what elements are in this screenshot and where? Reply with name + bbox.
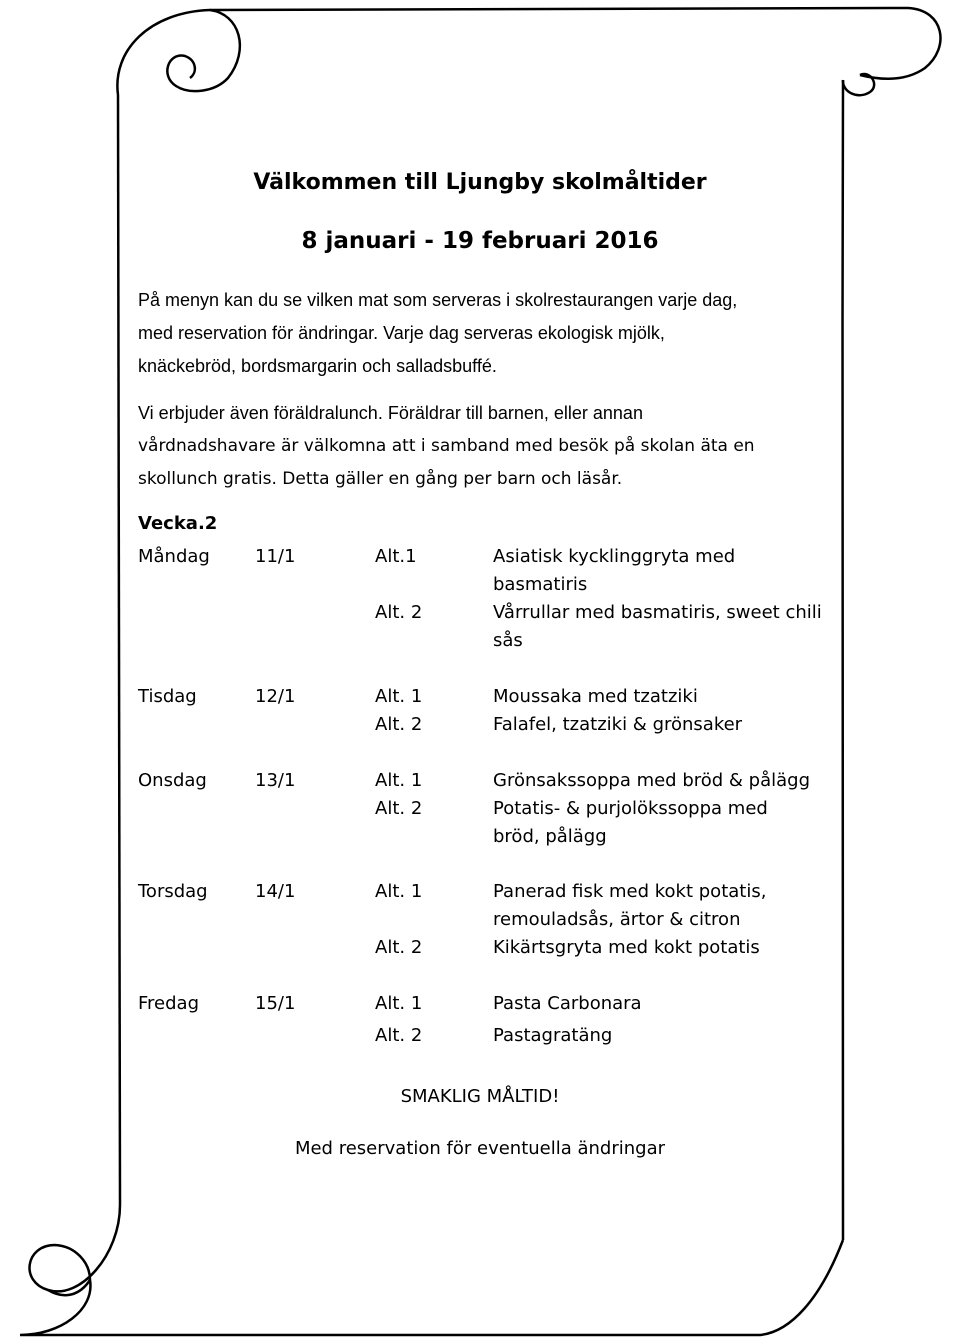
parent-lunch-line: skollunch gratis. Detta gäller en gång per barn och läsår. xyxy=(138,469,623,489)
dish-text: Potatis- & purjolökssoppa med bröd, pålägg xyxy=(493,798,768,847)
day-date: 15/1 xyxy=(255,993,296,1014)
alt-label: Alt. 2 xyxy=(375,714,423,735)
parent-lunch-line: vårdnadshavare är välkomna att i samband med besök på skolan äta en xyxy=(138,436,755,456)
dish-text: Vårrullar med basmatiris, sweet chili sås xyxy=(493,602,822,651)
day-name: Torsdag xyxy=(138,881,208,902)
alt-label: Alt. 1 xyxy=(375,881,423,902)
day-date: 14/1 xyxy=(255,881,296,902)
menu-period: 8 januari - 19 februari 2016 xyxy=(301,228,659,254)
alt-label: Alt. 1 xyxy=(375,993,423,1014)
dish-text: Grönsakssoppa med bröd & pålägg xyxy=(493,770,811,791)
dish-text: Kikärtsgryta med kokt potatis xyxy=(493,937,760,958)
dish-text: Pasta Carbonara xyxy=(493,993,642,1014)
day-date: 11/1 xyxy=(255,546,296,567)
parent-lunch-paragraph xyxy=(138,397,838,496)
intro-line: med reservation för ändringar. Varje dag serveras ekologisk mjölk, xyxy=(138,323,665,343)
dish-text: Asiatisk kycklinggryta med basmatiris xyxy=(493,546,736,595)
disclaimer: Med reservation för eventuella ändringar xyxy=(294,1138,666,1159)
week-label: Vecka.2 xyxy=(138,513,218,534)
dish-text: Falafel, tzatziki & grönsaker xyxy=(493,714,743,735)
page-title: Välkommen till Ljungby skolmåltider xyxy=(253,170,707,195)
day-name: Måndag xyxy=(138,546,210,567)
dish-text: Moussaka med tzatziki xyxy=(493,686,698,707)
day-name: Tisdag xyxy=(138,686,197,707)
day-date: 13/1 xyxy=(255,770,296,791)
dish-text: Pastagratäng xyxy=(493,1025,613,1046)
parent-lunch-line: Vi erbjuder även föräldralunch. Föräldrar till barnen, eller annan xyxy=(138,403,643,423)
alt-label: Alt. 2 xyxy=(375,937,423,958)
intro-paragraph xyxy=(138,284,838,383)
alt-label: Alt. 2 xyxy=(375,798,423,819)
alt-label: Alt. 1 xyxy=(375,770,423,791)
dish-text: Panerad fisk med kokt potatis, remouladsås, ärtor & citron xyxy=(493,881,767,930)
alt-label: Alt. 2 xyxy=(375,1025,423,1046)
day-name: Onsdag xyxy=(138,770,207,791)
alt-label: Alt. 2 xyxy=(375,602,423,623)
day-date: 12/1 xyxy=(255,686,296,707)
intro-line: På menyn kan du se vilken mat som serveras i skolrestaurangen varje dag, xyxy=(138,290,738,310)
alt-label: Alt.1 xyxy=(375,546,417,567)
alt-label: Alt. 1 xyxy=(375,686,423,707)
closing-greeting: SMAKLIG MÅLTID! xyxy=(400,1086,560,1107)
day-name: Fredag xyxy=(138,993,200,1014)
intro-line: knäckebröd, bordsmargarin och salladsbuffé. xyxy=(138,356,497,376)
